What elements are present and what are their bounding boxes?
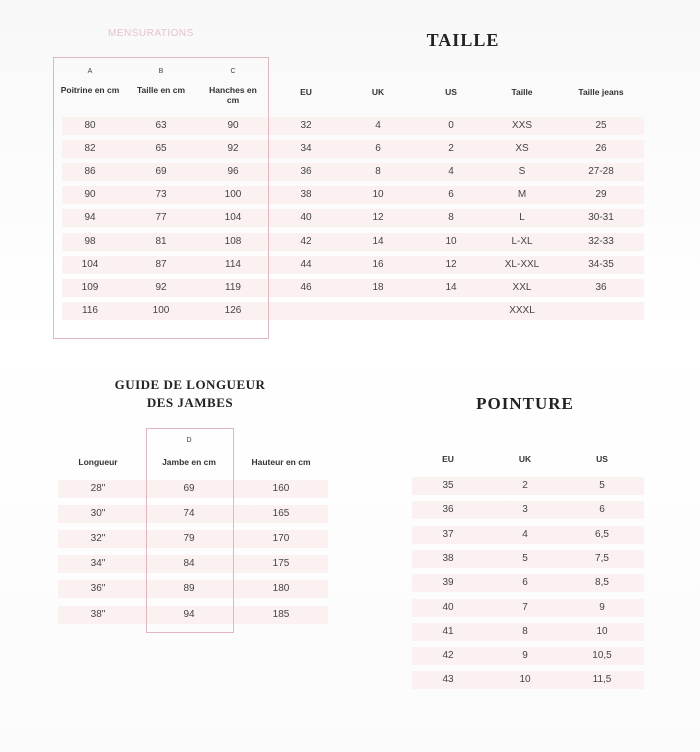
table-cell: 63 <box>155 120 167 131</box>
table-cell: 65 <box>155 143 167 155</box>
column-header: Poitrine en cm <box>60 85 120 95</box>
table-cell: 4 <box>522 528 528 540</box>
table-cell: 41 <box>442 625 454 637</box>
table-cell: 77 <box>155 212 167 224</box>
table-cell: 80 <box>84 120 96 131</box>
table-cell: 74 <box>183 508 195 520</box>
table-cell: 35 <box>442 480 454 491</box>
column-header: EU <box>300 87 312 97</box>
table-cell: 100 <box>152 304 170 316</box>
table-cell: M <box>517 189 527 201</box>
table-cell: 73 <box>155 189 167 201</box>
table-cell: 10 <box>596 625 608 637</box>
table-cell: 7 <box>522 601 528 613</box>
table-cell: 46 <box>300 281 312 293</box>
table-cell: 81 <box>155 235 167 247</box>
table-cell: 165 <box>272 508 290 520</box>
table-cell: 38" <box>90 608 106 620</box>
table-cell: 6,5 <box>595 528 609 540</box>
table-cell: 36 <box>300 166 312 178</box>
table-cell: 6 <box>522 577 528 589</box>
table-cell: 26 <box>595 143 607 155</box>
table-cell: 6 <box>448 189 454 201</box>
table-cell: 79 <box>183 533 195 545</box>
table-cell: XXXL <box>509 304 535 316</box>
table-cell: 10 <box>445 235 457 247</box>
column-header: Longueur <box>78 457 118 467</box>
table-cell: 36" <box>90 583 106 595</box>
column-letter: B <box>158 68 164 75</box>
table-cell: 34 <box>300 143 312 155</box>
column-header: Jambe en cm <box>162 457 216 467</box>
table-cell: 90 <box>227 120 239 131</box>
table-cell: 104 <box>224 212 242 224</box>
table-cell: 39 <box>442 577 454 589</box>
table-cell: 4 <box>448 166 454 178</box>
table-cell: 109 <box>81 281 99 293</box>
table-cell: 16 <box>372 258 384 270</box>
table-cell: 9 <box>599 601 605 613</box>
table-cell: 38 <box>300 189 312 201</box>
table-cell: 9 <box>522 650 528 662</box>
table-cell: 30" <box>90 508 106 520</box>
column-header: Hauteur en cm <box>251 457 311 467</box>
table-cell: 14 <box>372 235 384 247</box>
table-cell: 160 <box>272 483 290 494</box>
table-cell: 6 <box>599 504 605 516</box>
table-cell: 2 <box>448 143 454 155</box>
jambes-title <box>90 376 290 412</box>
table-cell: 86 <box>84 166 96 178</box>
table-cell: 8 <box>448 212 454 224</box>
table-cell: 8 <box>375 166 381 178</box>
table-cell: 96 <box>227 166 239 178</box>
table-cell: 11,5 <box>592 674 612 686</box>
table-cell: 104 <box>81 258 99 270</box>
column-header: Hanches en cm <box>209 85 257 105</box>
table-cell: 0 <box>448 120 454 131</box>
table-cell: 10 <box>519 674 531 686</box>
table-cell: 32" <box>90 533 106 545</box>
table-cell: 90 <box>84 189 96 201</box>
table-cell: 92 <box>155 281 167 293</box>
table-cell: 43 <box>442 674 454 686</box>
table-cell: 36 <box>442 504 454 516</box>
table-cell: 42 <box>442 650 454 662</box>
table-cell: XXL <box>512 281 532 293</box>
table-cell: 42 <box>300 235 312 247</box>
table-cell: 34-35 <box>588 258 614 270</box>
table-cell: 37 <box>442 528 454 540</box>
table-cell: 5 <box>522 552 528 564</box>
column-letter: D <box>186 437 192 444</box>
table-cell: 180 <box>272 583 290 595</box>
table-cell: 12 <box>445 258 457 270</box>
table-cell: 12 <box>372 212 384 224</box>
table-cell: 10,5 <box>592 650 612 662</box>
table-cell: 10 <box>372 189 384 201</box>
column-header: US <box>445 87 457 97</box>
column-letter: A <box>87 68 93 75</box>
jambes-title-line2: DES JAMBES <box>146 395 234 410</box>
table-cell: 27-28 <box>588 166 614 178</box>
table-cell: 116 <box>82 304 98 316</box>
table-cell: 40 <box>442 601 454 613</box>
table-cell: 3 <box>522 504 528 516</box>
column-header: UK <box>518 454 532 464</box>
table-cell: 94 <box>183 608 195 620</box>
table-cell: 14 <box>445 281 457 293</box>
column-header: US <box>596 454 608 464</box>
table-cell: 44 <box>300 258 312 270</box>
table-cell: 92 <box>227 143 239 155</box>
table-cell: 98 <box>84 235 96 247</box>
table-cell: XXS <box>511 120 532 131</box>
table-cell: 5 <box>599 480 605 491</box>
jambes-title-line1: GUIDE DE LONGUEUR <box>114 377 266 392</box>
table-cell: 30-31 <box>588 212 614 224</box>
table-cell: 100 <box>224 189 242 201</box>
table-cell: 8,5 <box>595 577 609 589</box>
table-cell: 32 <box>300 120 312 131</box>
table-cell: 108 <box>224 235 242 247</box>
column-header: Taille <box>511 87 533 97</box>
table-cell: 114 <box>225 258 241 270</box>
table-cell: 175 <box>272 558 290 570</box>
table-cell: 185 <box>272 608 290 620</box>
column-header: Taille en cm <box>136 85 186 95</box>
table-cell: 38 <box>442 552 454 564</box>
table-cell: 28" <box>90 483 106 494</box>
table-cell: S <box>518 166 526 178</box>
column-header: EU <box>442 454 454 464</box>
table-cell: L <box>519 212 525 224</box>
table-cell: 29 <box>595 189 607 201</box>
table-cell: 8 <box>522 625 528 637</box>
table-cell: 2 <box>522 480 528 491</box>
table-cell: 69 <box>183 483 195 494</box>
mensurations-label: MENSURATIONS <box>108 28 194 39</box>
table-cell: 170 <box>272 533 290 545</box>
table-cell: 36 <box>595 281 607 293</box>
table-cell: 89 <box>183 583 195 595</box>
table-cell: 69 <box>155 166 167 178</box>
pointure-title: POINTURE <box>476 394 574 413</box>
taille-title: TAILLE <box>426 30 500 50</box>
table-cell: 34" <box>90 558 106 570</box>
table-cell: 32-33 <box>588 235 614 247</box>
table-cell: 40 <box>300 212 312 224</box>
table-cell: 84 <box>183 558 195 570</box>
table-cell: XL-XXL <box>504 258 540 270</box>
column-letter: C <box>230 68 236 75</box>
table-cell: 126 <box>224 304 242 316</box>
table-cell: 82 <box>84 143 96 155</box>
table-cell: XS <box>515 143 529 155</box>
table-cell: L-XL <box>511 235 533 247</box>
table-cell: 7,5 <box>595 552 609 564</box>
table-cell: 94 <box>84 212 96 224</box>
column-header: Taille jeans <box>578 87 624 97</box>
table-cell: 4 <box>375 120 381 131</box>
table-cell: 119 <box>225 281 241 293</box>
table-cell: 18 <box>372 281 384 293</box>
column-header: UK <box>371 87 385 97</box>
table-cell: 6 <box>375 143 381 155</box>
table-cell: 25 <box>595 120 607 131</box>
table-cell: 87 <box>155 258 167 270</box>
